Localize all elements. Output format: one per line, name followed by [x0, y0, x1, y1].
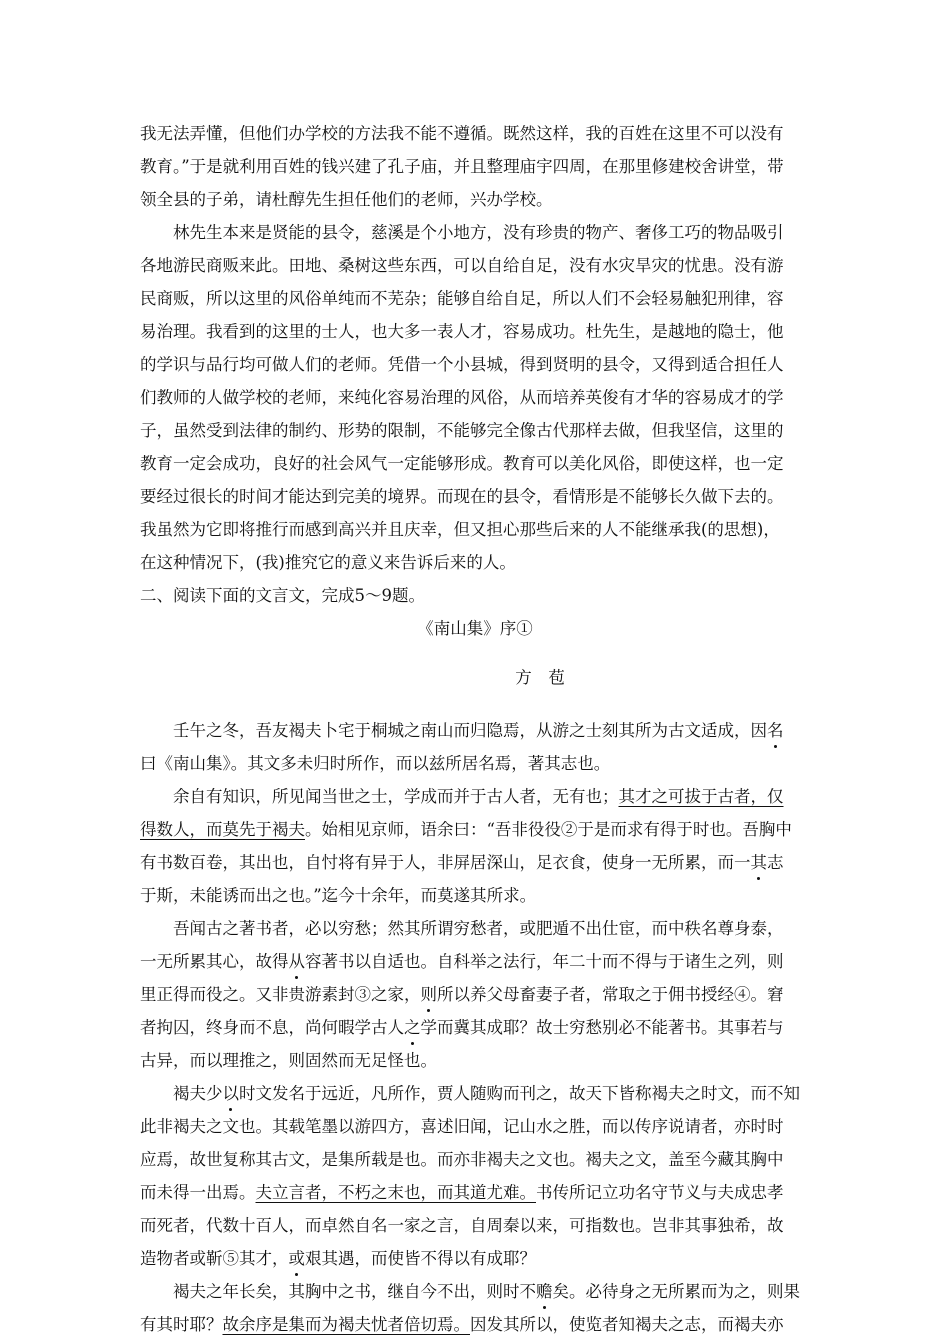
- dotted-char: 之: [404, 1018, 421, 1037]
- translation-p2-line10: 我虽然为它即将推行而感到高兴并且庆幸，但又担心那些后来的人不能继承我(的思想)，: [140, 520, 780, 539]
- translation-p2-line4: 易治理。我看到的这里的士人，也大多一表人才，容易成功。杜先生，是越地的隐士，他: [140, 322, 784, 341]
- text: 余自有知识，所见闻当世之士，学成而并于古人者，无有也；: [173, 787, 619, 806]
- text: 容著书以自适也。自科举之法行，年二十而不得与于诸生之列，则: [305, 952, 784, 971]
- text: 者拘囚，终身而不息，尚何暇学古人: [140, 1018, 404, 1037]
- passage-p4-line6: [140, 1248, 536, 1270]
- text: 有其时耶？: [140, 1315, 223, 1334]
- text: 。始相见京师，语余曰：“吾非役役②于是而求有得于时也。吾胸中: [305, 820, 792, 839]
- passage-p4-line2: 此非褐夫之文也。其载笔墨以游四方，喜述旧闻，记山水之胜，而以传序说请者，亦时时: [140, 1117, 784, 1136]
- passage-p3-line5: 古异，而以理推之，则固然而无足怪也。: [140, 1051, 437, 1070]
- passage-p3-line4: [140, 1017, 784, 1039]
- translation-p2-line7: 子，虽然受到法律的制约、形势的限制，不能够完全像古代那样去做，但我坚信，这里的: [140, 421, 784, 440]
- passage-p4-line1: [173, 1083, 800, 1105]
- text: 而未得一出焉。: [140, 1183, 256, 1202]
- text: 有书数百卷，其出也，自忖将有异于人，非屏居深山，足衣食，使身一无所累，而一: [140, 853, 751, 872]
- passage-title: 《南山集》序①: [417, 619, 533, 638]
- text: 壬午之冬，吾友褐夫卜宅于桐城之南山而归隐焉，从游之士刻其所为古文适成，因: [173, 721, 767, 740]
- dotted-char: 则: [420, 985, 437, 1004]
- underlined-sentence-1a: 其才之可拔于古者，仅: [618, 787, 784, 806]
- text: 造物者或靳⑤其才，: [140, 1249, 289, 1268]
- dotted-char: 赡: [536, 1282, 553, 1301]
- text: 一无所累其心，故得: [140, 952, 289, 971]
- translation-p2-line2: 各地游民商贩来此。田地、桑树这些东西，可以自给自足，没有水灾旱灾的忧患。没有游: [140, 256, 784, 275]
- passage-p4-line3: 应焉，故世复称其古文，是集所载是也。而亦非褐夫之文也。褐夫之文，盖至今藏其胸中: [140, 1150, 784, 1169]
- text: 里正得而役之。又非贵游素封③之家，: [140, 985, 421, 1004]
- section-heading: 二、阅读下面的文言文，完成5～9题。: [140, 586, 425, 605]
- text: 所以养父母畜妻子者，常取之于佣书授经④。窘: [437, 985, 784, 1004]
- passage-p2-line3: [140, 852, 784, 874]
- passage-author: 方 苞: [515, 668, 565, 687]
- translation-p2-line5: 的学识与品行均可做人们的老师。凭借一个小县城，得到贤明的县令，又得到适合担任人: [140, 355, 784, 374]
- passage-p3-line2: [140, 951, 784, 973]
- underlined-sentence-1b: 得数人，而莫先于褐夫: [140, 820, 305, 839]
- passage-p1-line1: [173, 720, 784, 742]
- passage-p2-line4: 于斯，未能诱而出之也。”迄今十余年，而莫遂其所求。: [140, 886, 537, 905]
- dotted-char: 其: [750, 853, 767, 872]
- text: 时文发名于远近，凡所作，贾人随购而刊之，故天下皆称褐夫之时文，而不知: [239, 1084, 800, 1103]
- passage-p2-line1: [173, 786, 784, 808]
- translation-p2-line9: 要经过很长的时间才能达到完美的境界。而现在的县令，看情形是不能够长久做下去的。: [140, 487, 784, 506]
- text: 艰其遇，而使皆不得以有成耶？: [305, 1249, 536, 1268]
- translation-p2-line11: 在这种情况下，(我)推究它的意义来告诉后来的人。: [140, 553, 516, 572]
- dotted-char: 以: [222, 1084, 239, 1103]
- underlined-sentence-3: 故余序是集而为褐夫忧者倍切焉。: [222, 1315, 470, 1334]
- translation-p2-line6: 们教师的人做学校的老师，来纯化容易治理的风俗，从而培养英俊有才华的容易成才的学: [140, 388, 784, 407]
- underlined-sentence-2: 夫立言者，不朽之末也，而其道尤难。: [255, 1183, 536, 1202]
- passage-p2-line2: [140, 819, 792, 841]
- translation-p1-line3: 领全县的子弟，请杜醇先生担任他们的老师，兴办学校。: [140, 190, 553, 209]
- translation-p1-line2: 教育。”于是就利用百姓的钱兴建了孔子庙，并且整理庙宇四周，在那里修建校舍讲堂，带: [140, 157, 784, 176]
- passage-p4-line4: [140, 1182, 784, 1204]
- translation-p2-line8: 教育一定会成功，良好的社会风气一定能够形成。教育可以美化风俗，即使这样，也一定: [140, 454, 784, 473]
- text: 褐夫少: [173, 1084, 223, 1103]
- text: 书传所记立功名守节义与夫成忠孝: [536, 1183, 784, 1202]
- translation-p2-line3: 民商贩，所以这里的风俗单纯而不芜杂；能够自给自足，所以人们不会轻易触犯刑律，容: [140, 289, 784, 308]
- passage-p1-line2: 曰《南山集》。其文多未归时所作，而以兹所居名焉，著其志也。: [140, 754, 611, 773]
- passage-p5-line2: [140, 1314, 784, 1336]
- translation-p1-line1: 我无法弄懂，但他们办学校的方法我不能不遵循。既然这样，我的百姓在这里不可以没有: [140, 124, 784, 143]
- translation-p2-line1: 林先生本来是贤能的县令，慈溪是个小地方，没有珍贵的物产、奢侈工巧的物品吸引: [173, 223, 784, 242]
- dotted-char: 从: [288, 952, 305, 971]
- passage-p3-line1: 吾闻古之著书者，必以穷愁；然其所谓穷愁者，或肥遁不出仕宦，而中秩名尊身泰，: [173, 919, 784, 938]
- text: 学而冀其成耶？故士穷愁别必不能著书。其事若与: [420, 1018, 784, 1037]
- passage-p3-line3: [140, 984, 784, 1006]
- dotted-char: 名: [767, 721, 784, 740]
- passage-p4-line5: 而死者，代数十百人，而卓然自名一家之言，自周秦以来，可指数也。岂非其事独希，故: [140, 1216, 784, 1235]
- text: 志: [767, 853, 784, 872]
- text: 因发其所以，使览者知褐夫之志，而褐夫亦: [470, 1315, 784, 1334]
- text: 褐夫之年长矣，其胸中之书，继自今不出，则时不: [173, 1282, 536, 1301]
- text: 矣。必待身之无所累而为之，则果: [552, 1282, 800, 1301]
- passage-p5-line1: [173, 1281, 800, 1303]
- dotted-char: 或: [288, 1249, 305, 1268]
